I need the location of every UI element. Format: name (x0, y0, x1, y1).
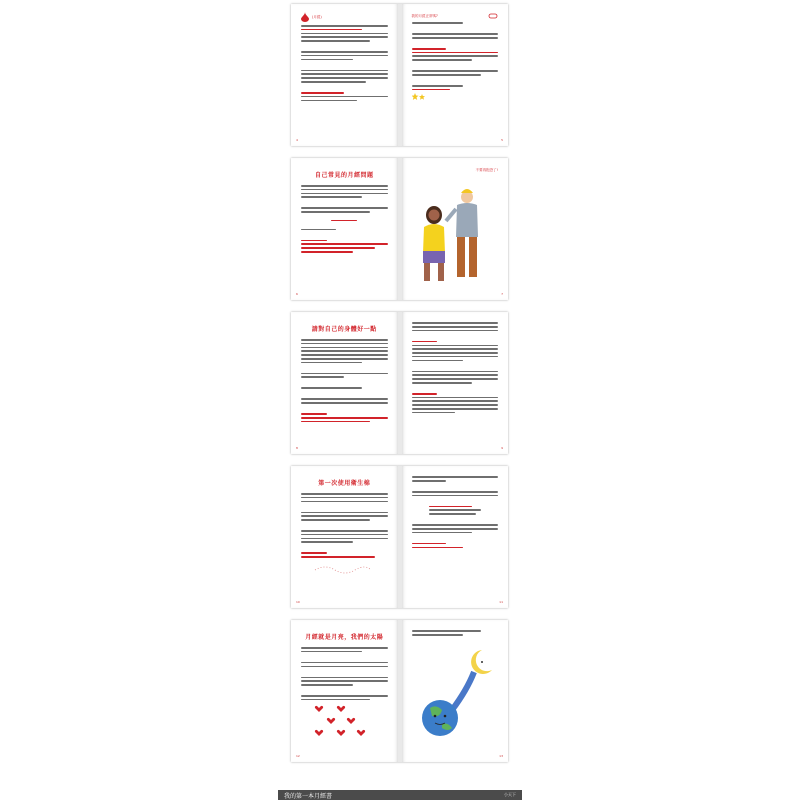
page-left (291, 4, 398, 146)
page-title: 請對自己的身體好一點 (311, 326, 377, 333)
book-spread-2 (291, 158, 508, 300)
speech-text: 不要再抱怨了! (475, 168, 498, 172)
book-spread-5 (291, 620, 508, 762)
page-left (291, 158, 398, 300)
page-number: 4 (296, 138, 298, 142)
couple-illustration (412, 175, 497, 285)
earth-moon-illustration (412, 640, 497, 740)
hearts-doodle (311, 704, 371, 740)
page-header (301, 12, 388, 22)
page-title: 月經就是月亮，我們的太陽 (305, 634, 384, 641)
page-right (402, 620, 509, 762)
book-spread-4 (291, 466, 508, 608)
page-header (412, 12, 499, 20)
page-number: 6 (296, 292, 298, 296)
book-spread-1 (291, 4, 508, 146)
note-text: 我的月經正常嗎? (411, 13, 438, 18)
page-left (291, 312, 398, 454)
page-title: 自己常見的月經問題 (314, 172, 374, 179)
page-right (402, 466, 509, 608)
page-number: 12 (296, 754, 300, 758)
page-left (291, 620, 398, 762)
page-number: 8 (296, 446, 298, 450)
page-number: 7 (501, 292, 503, 296)
accent-text: (月經) (312, 14, 322, 19)
page-number: 10 (296, 600, 300, 604)
drop-icon (301, 12, 309, 22)
footer-title: 我的第一本月經書 (284, 792, 333, 800)
page-right (402, 158, 509, 300)
page-right (402, 312, 509, 454)
pad-icon (488, 12, 498, 20)
page-number: 5 (501, 138, 503, 142)
page-number: 9 (501, 446, 503, 450)
page-right (402, 4, 509, 146)
dotted-doodle (313, 564, 373, 576)
stars-icon (412, 93, 426, 101)
page-number: 13 (499, 754, 503, 758)
page-number: 11 (499, 600, 503, 604)
publisher-logo: 小天下 (504, 792, 516, 797)
footer-bar (278, 790, 522, 800)
page-title: 第一次使用衛生棉 (318, 480, 371, 487)
book-spread-3 (291, 312, 508, 454)
page-left (291, 466, 398, 608)
